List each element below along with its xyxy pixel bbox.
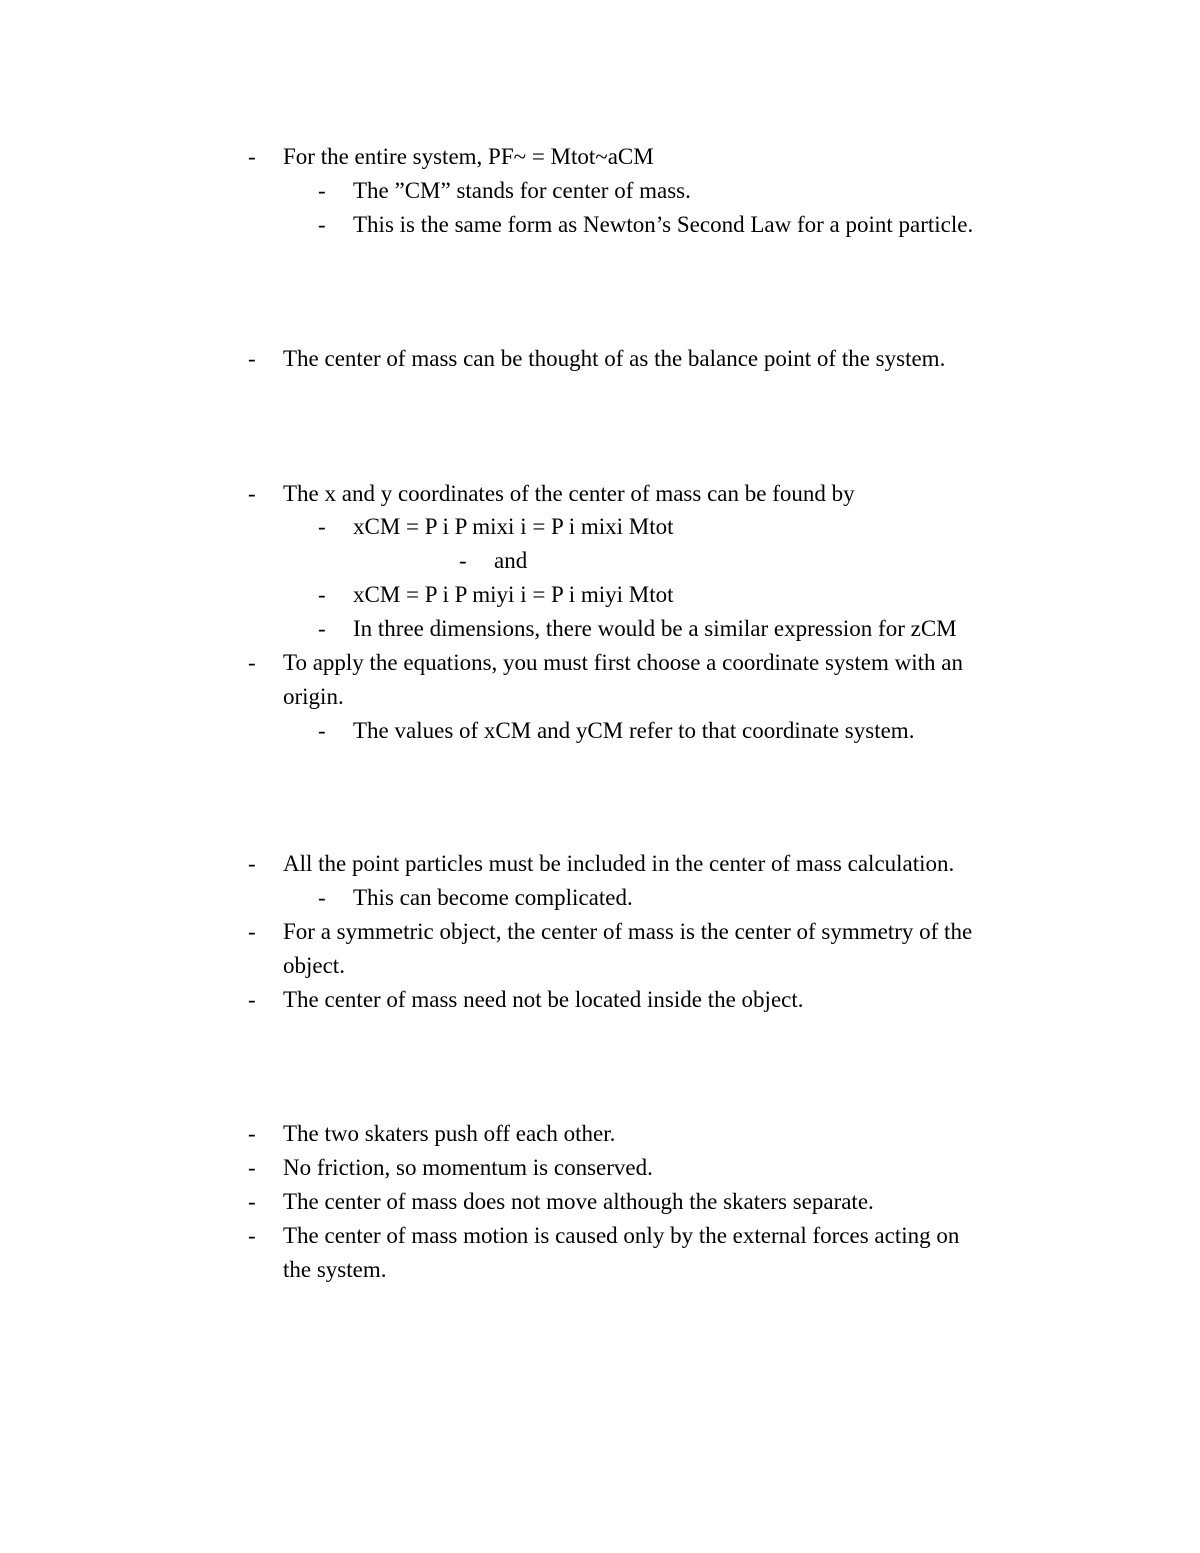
bullet-text: To apply the equations, you must first choose a coordinate system with an: [283, 650, 963, 675]
bullet-dash: -: [318, 885, 326, 910]
bullet-dash: -: [318, 616, 326, 641]
bullet-dash: -: [318, 582, 326, 607]
bullet-dash: -: [248, 1189, 256, 1214]
bullet-text: The center of mass can be thought of as the balance point of the system.: [283, 346, 946, 371]
bullet-external-forces: [0, 1219, 1200, 1253]
sub-bullet-xcm-formula: [0, 510, 1200, 544]
bullet-system-force: [0, 140, 1200, 174]
bullet-dash: -: [248, 919, 256, 944]
sub-bullet-cm-meaning: [0, 174, 1200, 208]
bullet-dash: -: [248, 650, 256, 675]
bullet-text: The x and y coordinates of the center of mass can be found by: [283, 481, 855, 506]
bullet-dash: -: [248, 1155, 256, 1180]
bullet-all-particles: [0, 847, 1200, 881]
bullet-text: The center of mass does not move although the skaters separate.: [283, 1189, 874, 1214]
bullet-cm-does-not-move: [0, 1185, 1200, 1219]
sub-bullet-newton-second-law: [0, 208, 1200, 242]
bullet-text: The two skaters push off each other.: [283, 1121, 616, 1146]
sub-sub-bullet-and: [0, 544, 1200, 578]
sub-bullet-three-dimensions: [0, 612, 1200, 646]
bullet-text: All the point particles must be included in the center of mass calculation.: [283, 851, 955, 876]
bullet-text: The ”CM” stands for center of mass.: [353, 178, 691, 203]
bullet-apply-equations: [0, 646, 1200, 680]
bullet-coordinates: [0, 477, 1200, 511]
bullet-dash: -: [248, 1223, 256, 1248]
bullet-text: No friction, so momentum is conserved.: [283, 1155, 653, 1180]
bullet-dash: -: [318, 514, 326, 539]
bullet-text: object.: [283, 953, 345, 978]
bullet-no-friction: [0, 1151, 1200, 1185]
bullet-skaters-push: [0, 1117, 1200, 1151]
bullet-text: In three dimensions, there would be a similar expression for zCM: [353, 616, 957, 641]
bullet-text: This is the same form as Newton’s Second Law for a point particle.: [353, 212, 974, 237]
bullet-text: For a symmetric object, the center of mass is the center of symmetry of the: [283, 919, 973, 944]
bullet-apply-equations-continued: [0, 680, 1200, 714]
bullet-text: This can become complicated.: [353, 885, 633, 910]
bullet-text: For the entire system, PF~ = Mtot~aCM: [283, 144, 654, 169]
bullet-symmetric-object: [0, 915, 1200, 949]
bullet-dash: -: [248, 851, 256, 876]
bullet-text: and: [494, 548, 528, 573]
bullet-symmetric-object-continued: [0, 949, 1200, 983]
bullet-text: xCM = P i P mixi i = P i mixi Mtot: [353, 514, 674, 539]
sub-bullet-complicated: [0, 881, 1200, 915]
bullet-dash: -: [248, 1121, 256, 1146]
bullet-dash: -: [248, 987, 256, 1012]
bullet-dash: -: [459, 548, 467, 573]
sub-bullet-ycm-formula: [0, 578, 1200, 612]
bullet-dash: -: [248, 346, 256, 371]
bullet-dash: -: [248, 144, 256, 169]
bullet-external-forces-continued: [0, 1253, 1200, 1287]
bullet-text: The center of mass need not be located inside the object.: [283, 987, 804, 1012]
bullet-text: the system.: [283, 1257, 387, 1282]
bullet-text: origin.: [283, 684, 344, 709]
bullet-text: xCM = P i P miyi i = P i miyi Mtot: [353, 582, 674, 607]
bullet-outside-object: [0, 983, 1200, 1017]
bullet-text: The values of xCM and yCM refer to that coordinate system.: [353, 718, 915, 743]
bullet-dash: -: [248, 481, 256, 506]
bullet-text: The center of mass motion is caused only by the external forces acting on: [283, 1223, 960, 1248]
bullet-dash: -: [318, 212, 326, 237]
bullet-dash: -: [318, 718, 326, 743]
bullet-dash: -: [318, 178, 326, 203]
sub-bullet-coordinate-values: [0, 714, 1200, 748]
bullet-balance-point: [0, 342, 1200, 376]
